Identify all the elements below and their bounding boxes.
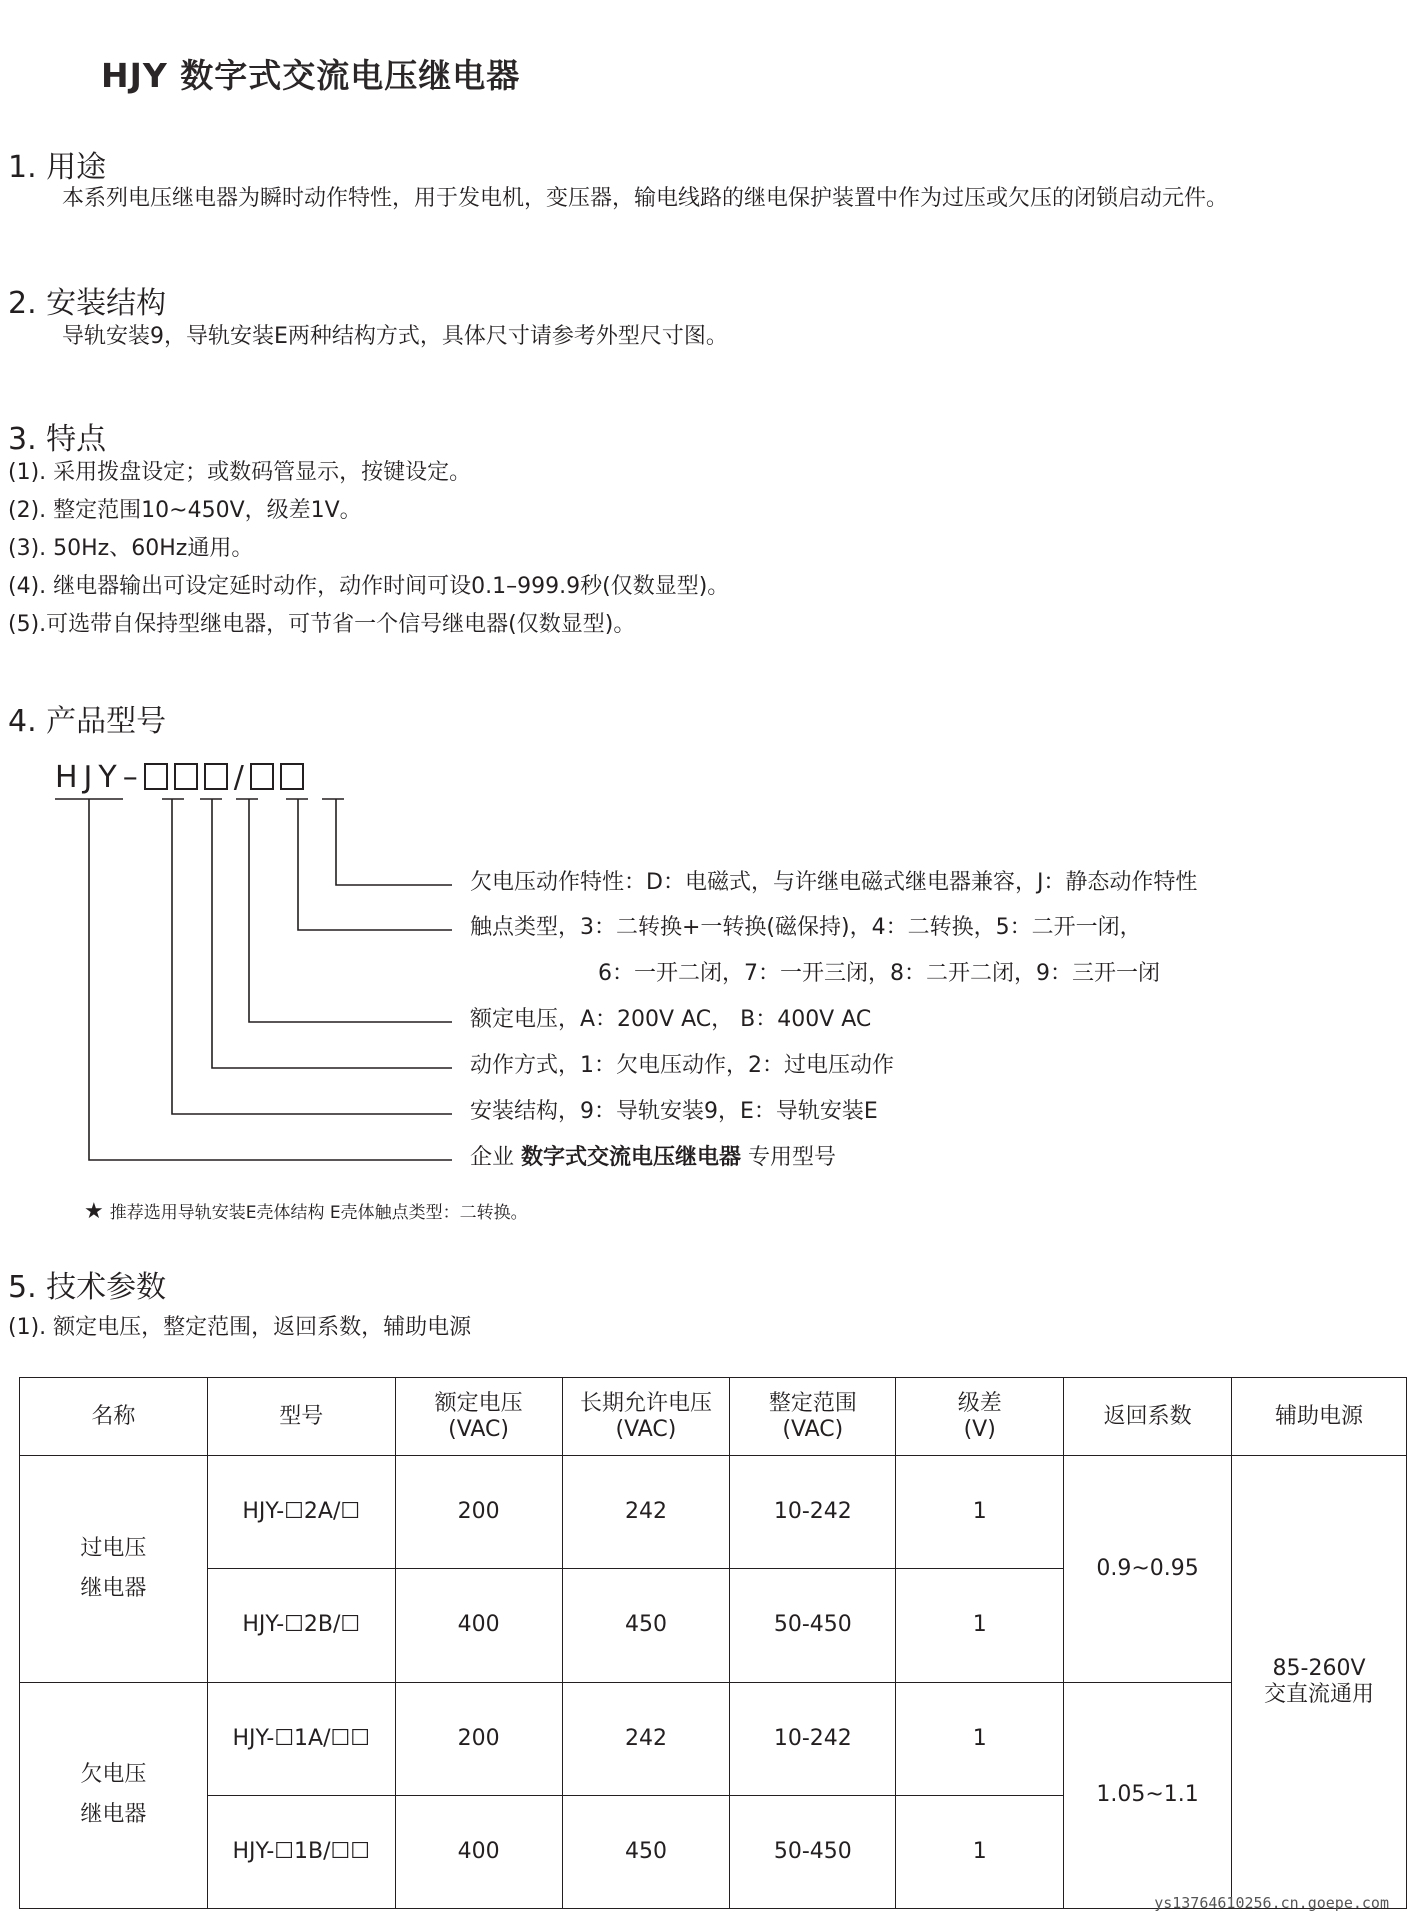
header-rated-voltage: 额定电压 (VAC) [395, 1378, 562, 1456]
cell-model: HJY-☐2B/☐ [207, 1569, 395, 1682]
cell-return-coefficient: 0.9~0.95 [1064, 1456, 1232, 1683]
model-label-contact-type: 触点类型，3：二转换+一转换(磁保持)，4：二转换，5：二开一闭， [470, 915, 1142, 940]
header-model: 型号 [207, 1378, 395, 1456]
section-subheading-parameters: (1). 额定电压，整定范围，返回系数，辅助电源 [8, 1315, 472, 1340]
model-code [55, 760, 310, 795]
recommendation-note: ★ 推荐选用导轨安装E壳体结构 E壳体触点类型：二转换。 [84, 1199, 528, 1224]
cell-longterm: 450 [562, 1795, 730, 1908]
model-slot-box [144, 763, 168, 790]
header-return-coefficient: 返回系数 [1064, 1378, 1232, 1456]
header-auxiliary-power: 辅助电源 [1232, 1378, 1407, 1456]
star-icon: ★ [84, 1199, 104, 1224]
feature-item: (5).可选带自保持型继电器，可节省一个信号继电器(仅数显型)。 [8, 612, 636, 637]
cell-rated: 400 [395, 1795, 562, 1908]
cell-step: 1 [896, 1569, 1064, 1682]
section-heading-parameters: 5. 技术参数 [8, 1270, 167, 1305]
header-name: 名称 [20, 1378, 208, 1456]
model-slot-box [174, 763, 198, 790]
section-heading-installation: 2. 安装结构 [8, 286, 167, 321]
model-label-contact-type-cont: 6：一开二闭，7：一开三闭，8：二开二闭，9：三开一闭 [598, 961, 1160, 986]
section-heading-usage: 1. 用途 [8, 150, 107, 185]
model-slot-box [204, 763, 228, 790]
header-step: 级差 (V) [896, 1378, 1064, 1456]
section-heading-model: 4. 产品型号 [8, 704, 167, 739]
feature-item: (3). 50Hz、60Hz通用。 [8, 536, 254, 561]
model-slot-box [280, 763, 304, 790]
cell-step: 1 [896, 1682, 1064, 1795]
section-text-usage: 本系列电压继电器为瞬时动作特性，用于发电机，变压器，输电线路的继电保护装置中作为过压或欠压的闭锁启动元件。 [62, 186, 1229, 211]
model-label-undervoltage-characteristic: 欠电压动作特性：D：电磁式，与许继电磁式继电器兼容，J：静态动作特性 [470, 870, 1198, 895]
section-heading-features: 3. 特点 [8, 422, 107, 457]
section-text-installation: 导轨安装9，导轨安装E两种结构方式，具体尺寸请参考外型尺寸图。 [62, 324, 728, 349]
feature-item: (1). 采用拨盘设定；或数码管显示，按键设定。 [8, 460, 472, 485]
table-header-row [20, 1378, 1407, 1456]
cell-range: 50-450 [730, 1795, 896, 1908]
cell-model: HJY-☐2A/☐ [207, 1456, 395, 1569]
model-code-separator: / [233, 760, 250, 795]
model-label-rated-voltage: 额定电压，A：200V AC， B：400V AC [470, 1007, 872, 1032]
cell-rated: 200 [395, 1682, 562, 1795]
model-code-prefix: HJY– [55, 760, 144, 795]
feature-item: (4). 继电器输出可设定延时动作，动作时间可设0.1–999.9秒(仅数显型)。 [8, 574, 730, 599]
cell-step: 1 [896, 1456, 1064, 1569]
model-label-action-mode: 动作方式，1：欠电压动作，2：过电压动作 [470, 1053, 894, 1078]
model-label-enterprise: 企业 数字式交流电压继电器 专用型号 [470, 1145, 837, 1170]
watermark: ys13764610256.cn.goepe.com [1154, 1894, 1389, 1912]
cell-longterm: 242 [562, 1682, 730, 1795]
header-longterm-voltage: 长期允许电压 (VAC) [562, 1378, 730, 1456]
cell-model: HJY-☐1A/☐☐ [207, 1682, 395, 1795]
group-name-undervoltage: 欠电压 继电器 [20, 1682, 208, 1909]
cell-longterm: 242 [562, 1456, 730, 1569]
model-label-installation: 安装结构，9：导轨安装9，E：导轨安装E [470, 1099, 878, 1124]
group-name-overvoltage: 过电压 继电器 [20, 1456, 208, 1683]
table-row [20, 1682, 1407, 1795]
header-setting-range: 整定范围 (VAC) [730, 1378, 896, 1456]
cell-auxiliary-power: 85-260V 交直流通用 [1232, 1456, 1407, 1909]
cell-rated: 400 [395, 1569, 562, 1682]
cell-longterm: 450 [562, 1569, 730, 1682]
page-title: HJY 数字式交流电压继电器 [101, 56, 521, 95]
cell-step: 1 [896, 1795, 1064, 1908]
parameters-table [19, 1377, 1407, 1909]
cell-range: 10-242 [730, 1456, 896, 1569]
feature-item: (2). 整定范围10~450V，级差1V。 [8, 498, 362, 523]
table-row [20, 1456, 1407, 1569]
model-slot-box [250, 763, 274, 790]
cell-range: 10-242 [730, 1682, 896, 1795]
cell-model: HJY-☐1B/☐☐ [207, 1795, 395, 1908]
cell-range: 50-450 [730, 1569, 896, 1682]
cell-return-coefficient: 1.05~1.1 [1064, 1682, 1232, 1909]
cell-rated: 200 [395, 1456, 562, 1569]
